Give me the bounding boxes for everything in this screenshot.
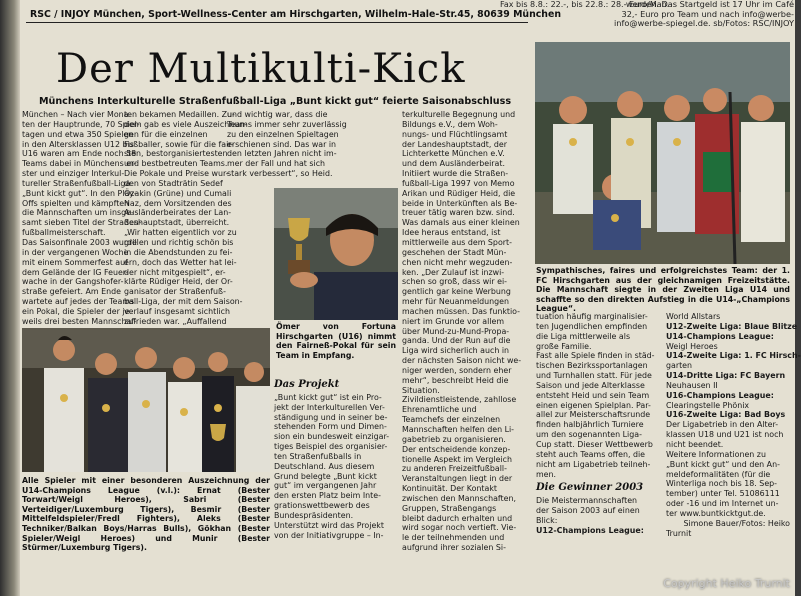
text-line: Das Saisonfinale 2003 wurde bbox=[22, 237, 137, 247]
team-photo-bottom bbox=[22, 328, 270, 472]
text-line: Weigl Heroes bbox=[666, 341, 718, 351]
text-line: niert im Grunde vor allem bbox=[402, 316, 505, 326]
text-line: Clearingstelle Phönix bbox=[666, 400, 750, 410]
text-line: U12-Zweite Liga: Blaue Blitze bbox=[666, 321, 798, 331]
text-line: ten Jugendlichen empfinden bbox=[536, 321, 648, 331]
text-line: den letzten Jahren nicht im- bbox=[227, 149, 337, 159]
team-photo-bottom-caption: Alle Spieler mit einer besonderen Auszeichnung der U14-Champions League (v.l.): Ernat (Bester Torwart/Weigl Heroes), Sabri (Bester Verteidiger/Luxemburg Tigers), Besmir (Bester Mittelfeldspieler/Fredl Fighters), Aleks (Bester Techniker/Balkan Boys/Harras Bulls), Gökhan (Bester Spieler/Weigl Heroes) und Munir (Bester Stürmer/Luxemburg Tigers). bbox=[22, 476, 270, 553]
copyright-watermark: Copyright Heiko Trurnit bbox=[663, 577, 790, 590]
text-line: klärte Rüdiger Heid, der Or- bbox=[124, 277, 233, 287]
team-photo-top bbox=[535, 42, 790, 264]
text-line: München – Nach vier Mona- bbox=[22, 110, 132, 119]
text-line: mehr“, beschreibt Heid die bbox=[402, 375, 509, 385]
text-line: zwischen den Mannschaften, bbox=[402, 493, 517, 503]
top-rule bbox=[26, 22, 528, 23]
text-line: mer der Fall und hat sich bbox=[227, 159, 326, 169]
text-line: der Landeshauptstadt, der bbox=[402, 139, 508, 149]
text-line: ern, doch das Wetter hat lei- bbox=[124, 257, 237, 267]
text-line: fußball-Liga 1997 von Memo bbox=[402, 178, 515, 188]
text-line: tischen Bezirkssportanlagen bbox=[536, 361, 648, 371]
text-line: von der Initiativgruppe – In- bbox=[274, 530, 384, 540]
paper-shadow-edge bbox=[0, 0, 20, 596]
text-line: U14-Champions League: bbox=[666, 331, 774, 341]
text-line: ten der Hauptrunde, 70 Spiel- bbox=[22, 119, 140, 129]
text-line: Offs spielten und kämpften bbox=[22, 198, 130, 208]
text-line: Was damals aus einer kleinen bbox=[402, 218, 520, 228]
text-line: gabetrieb zu organisieren. bbox=[402, 434, 506, 444]
text-line: stehenden Form und Dimen- bbox=[274, 422, 387, 432]
text-line: die Liga mittlerweile als bbox=[536, 331, 631, 341]
article-column-1 bbox=[22, 110, 142, 328]
text-line: Deutschland. Aus diesem bbox=[274, 461, 375, 471]
text-line: grationswettbewerb des bbox=[274, 501, 370, 511]
text-line: ganisator der Straßenfuß- bbox=[124, 287, 227, 297]
text-line: finden halbjährlich Turniere bbox=[536, 420, 644, 430]
text-line: klassen U18 und U21 ist noch bbox=[666, 430, 784, 440]
text-line: „Bunt kickt gut“ ist ein Pro- bbox=[274, 392, 382, 402]
text-line: samt sieben Titel der Straßen- bbox=[22, 218, 142, 228]
text-line: tureller Straßenfußball-Liga bbox=[22, 178, 131, 188]
text-line: tuation häufig marginalisier- bbox=[536, 312, 648, 321]
text-line: Bildungs e.V., dem Woh- bbox=[402, 119, 498, 129]
text-line: U14-Dritte Liga: FC Bayern bbox=[666, 371, 786, 381]
text-line: „Wir hatten eigentlich vor zu bbox=[124, 228, 237, 238]
text-line: und Turnhallen statt. Für jede bbox=[536, 371, 652, 381]
text-line: niger werden, sondern eher bbox=[402, 365, 512, 375]
text-line: deshauptstadt, überreicht. bbox=[124, 218, 230, 228]
text-line: Unterstützt wird das Projekt bbox=[274, 520, 384, 530]
text-line: terkulturelle Begegnung und bbox=[402, 110, 516, 119]
text-line: aufgrund ihrer sozialen Si- bbox=[402, 543, 506, 553]
text-line: gut“ im vergangenen Jahr bbox=[274, 481, 377, 491]
text-line: die Mannschaften um insge- bbox=[22, 208, 134, 218]
text-line: Lichterkette München e.V. bbox=[402, 149, 505, 159]
text-line: und wichtig war, dass die bbox=[227, 110, 328, 119]
text-line: U16 waren am Ende noch 58 bbox=[22, 149, 137, 159]
text-line: Grund belegte „Bunt kickt bbox=[274, 471, 377, 481]
text-line: Fast alle Spiele finden in städ- bbox=[536, 351, 655, 361]
text-line: ken. „Der Zulauf ist inzwi- bbox=[402, 267, 505, 277]
text-line: Arikan und Rüdiger Heid, die bbox=[402, 188, 516, 198]
text-line: dem gab es viele Auszeichnun- bbox=[124, 119, 248, 129]
text-line: verlauf insgesamt sichtlich bbox=[124, 306, 230, 316]
text-line: den ersten Platz beim Inte- bbox=[274, 491, 381, 501]
text-line: „Bunt kickt gut“. In den Play- bbox=[22, 188, 137, 198]
text-line: große Familie. bbox=[536, 341, 592, 351]
text-line: oder -16 und im Internet un- bbox=[666, 499, 779, 509]
trophy-photo-caption: Ömer von Fortuna Hirschgarten (U16) nimmt den Fairneß-Pokal für sein Team in Empfang. bbox=[276, 322, 396, 360]
text-line: wache in der Gangshofer- bbox=[22, 277, 124, 287]
text-line: in den Altersklassen U12 bis bbox=[22, 139, 134, 149]
team-photo-top-caption: Sympathisches, faires und erfolgreichstes Team: der 1. FC Hirschgarten aus der gleichnamigen Freizeitstätte. Die Mannschaft siegte in der Zweiten Liga U14 und schaffte so den direkten Aufstieg in die U14-„Champions League“. bbox=[536, 266, 790, 314]
text-line: der nächsten Saison nicht we- bbox=[402, 356, 522, 366]
text-line: dem Gelände der IG Feuer- bbox=[22, 267, 129, 277]
text-line: mehr für Neuanmeldungen bbox=[402, 297, 510, 307]
text-line: Der entscheidende konzep- bbox=[402, 444, 511, 454]
text-line: bleibt dadurch erhalten und bbox=[402, 513, 513, 523]
text-line: ten Straßenfußballs in bbox=[274, 451, 362, 461]
text-line: über Mund-zu-Mund-Propa- bbox=[402, 326, 510, 336]
text-line: der Saison 2003 auf einen bbox=[536, 506, 640, 516]
text-line: ganda. Und der Run auf die bbox=[402, 336, 511, 346]
text-line: gentlich gar keine Werbung bbox=[402, 287, 511, 297]
text-line: zufrieden war. „Auffallend bbox=[124, 316, 227, 326]
team-photo-top-image bbox=[535, 42, 790, 264]
article-column-5 bbox=[536, 312, 662, 552]
text-line: ein Pokal, die Spieler der je- bbox=[22, 306, 133, 316]
text-line: um den sogenannten Liga- bbox=[536, 430, 642, 440]
text-line: allel zur Meisterschaftsrunde bbox=[536, 410, 651, 420]
text-line: mittlerweile aus dem Sport- bbox=[402, 237, 512, 247]
text-line: wartete auf jedes der Teams bbox=[22, 297, 135, 307]
text-line: beide in Unterkünften als Be- bbox=[402, 198, 518, 208]
text-line: Teams immer sehr zuverlässig bbox=[227, 119, 347, 129]
text-line: grillen und richtig schön bis bbox=[124, 237, 234, 247]
text-line: Die Pokale und Preise wur- bbox=[124, 169, 229, 179]
right-top-line: werden. Das Startgeld ist 17 Uhr im Café bbox=[625, 0, 794, 9]
text-line: machen müssen. Das funktio- bbox=[402, 306, 520, 316]
team-photo-bottom-image bbox=[22, 328, 270, 472]
text-line: tiges Beispiel des organisier- bbox=[274, 442, 388, 452]
text-line: jekt der Interkulturellen Ver- bbox=[274, 402, 385, 412]
text-line: Der Ligabetrieb in den Alter- bbox=[666, 420, 779, 430]
text-line: der nicht mitgespielt“, er- bbox=[124, 267, 226, 277]
source-line: RSC / INJOY München, Sport-Wellness-Center am Hirschgarten, Wilhelm-Hale-Str.45, 80639 München bbox=[30, 9, 562, 20]
text-line: nicht beendet. bbox=[666, 439, 724, 449]
text-line: und bestbetreuten Teams. bbox=[124, 159, 228, 169]
text-line: Situation. bbox=[402, 385, 440, 395]
text-line: sion ein bundesweit einzigar- bbox=[274, 432, 390, 442]
byline: Trurnit bbox=[666, 528, 692, 538]
text-line: fußballmeisterschaft. bbox=[22, 228, 106, 238]
text-line: mit einem Sommerfest auf bbox=[22, 257, 128, 267]
text-line: Fußballer, sowie für die fair- bbox=[124, 139, 234, 149]
text-line: World Allstars bbox=[666, 312, 721, 321]
text-line: Idee heraus entstand, ist bbox=[402, 228, 501, 238]
article-column-3-bottom bbox=[274, 376, 398, 544]
text-line: tagen und etwa 350 Spielen bbox=[22, 129, 134, 139]
text-line: erschienen sind. Das war in bbox=[227, 139, 337, 149]
text-line: straße gefeiert. Am Ende bbox=[22, 287, 121, 297]
text-line: Blick: bbox=[536, 515, 558, 525]
right-top-line: 32,- Euro pro Team und nach info@werbe- bbox=[621, 8, 794, 19]
text-line: entsteht Heid und sein Team bbox=[536, 390, 650, 400]
text-line: in der vergangenen Woche bbox=[22, 247, 129, 257]
fax-line: Fax bis 8.8.: 22.-, bis 22.8.: 28.- Euro/Man. bbox=[500, 0, 670, 9]
text-line: Kontinuität. Der Kontakt bbox=[402, 484, 498, 494]
text-line: men. bbox=[536, 469, 557, 479]
text-line: zu den einzelnen Spieltagen bbox=[227, 129, 339, 139]
text-line: Ausländerbeirates der Lan- bbox=[124, 208, 232, 218]
subheadline: Münchens Interkulturelle Straßenfußball-Liga „Bunt kickt gut“ feierte Saisonabschluss bbox=[38, 96, 512, 107]
text-line: Naz, dem Vorsitzenden des bbox=[124, 198, 232, 208]
text-line: Winterliga noch bis 18. Sep- bbox=[666, 479, 778, 489]
text-line: ständigung und in seiner be- bbox=[274, 412, 388, 422]
text-line: chen nicht mehr wegzuden- bbox=[402, 257, 513, 267]
text-line: ten bekamen Medaillen. Zu- bbox=[124, 110, 235, 119]
text-line: Bundespräsidenten. bbox=[274, 510, 354, 520]
text-line: tember) unter Tel. 51086111 bbox=[666, 489, 780, 499]
text-line: meldeformalitäten (für die bbox=[666, 469, 771, 479]
text-line: steht auch Teams offen, die bbox=[536, 449, 646, 459]
text-line: le der teilnehmenden und bbox=[402, 533, 505, 543]
headline: Der Multikulti-Kick bbox=[56, 46, 466, 92]
text-line: Teams dabei in Münchens er- bbox=[22, 159, 137, 169]
text-line: nungs- und Flüchtlingsamt bbox=[402, 129, 508, 139]
text-line: U12-Champions League: bbox=[536, 525, 644, 535]
text-line: Teamchefs der einzelnen bbox=[402, 415, 501, 425]
text-line: garten bbox=[666, 361, 693, 371]
text-line: U16-Champions League: bbox=[666, 390, 774, 400]
right-top-snippet bbox=[532, 0, 794, 29]
text-line: und dem Ausländerbeirat. bbox=[402, 159, 505, 169]
text-line: in die Abendstunden zu fei- bbox=[124, 247, 233, 257]
right-top-line: info@werbe-spiegel.de. sb/Fotos: RSC/INJOY bbox=[614, 18, 794, 29]
article-column-6 bbox=[666, 312, 801, 552]
text-line: ster und einziger Interkul- bbox=[22, 169, 125, 179]
text-line: Weitere Informationen zu bbox=[666, 449, 766, 459]
trophy-photo-image bbox=[274, 188, 398, 320]
text-line: gen für die einzelnen bbox=[124, 129, 208, 139]
text-line: U16-Zweite Liga: Bad Boys bbox=[666, 410, 786, 420]
section-heading-winners: Die Gewinner 2003 bbox=[536, 482, 644, 494]
text-line: geschehen der Stadt Mün- bbox=[402, 247, 507, 257]
text-line: U14-Zweite Liga: 1. FC Hirsch- bbox=[666, 351, 801, 361]
text-line: treuer tätig waren bzw. sind. bbox=[402, 208, 515, 218]
text-line: Mannschaften helfen den Li- bbox=[402, 425, 515, 434]
text-line: Saison und jede Alterklasse bbox=[536, 380, 645, 390]
text-line: schen so groß, dass wir ei- bbox=[402, 277, 508, 287]
text-line: stark verbessert“, so Heid. bbox=[227, 169, 333, 179]
text-line: „Bunt kickt gut“ und den An- bbox=[666, 459, 780, 469]
text-line: Ehrenamtliche und bbox=[402, 405, 477, 415]
text-line: wird sogar noch vertieft. Vie- bbox=[402, 523, 517, 533]
text-line: Neuhausen II bbox=[666, 380, 718, 390]
trophy-photo bbox=[274, 188, 398, 320]
article-column-4 bbox=[402, 110, 528, 554]
text-line: ball-Liga, der mit dem Saison- bbox=[124, 297, 243, 307]
byline: Simone Bauer/Fotos: Heiko bbox=[683, 518, 790, 528]
text-line: einen eigenen Spielplan. Par- bbox=[536, 400, 651, 410]
text-line: nicht am Ligabetrieb teilneh- bbox=[536, 459, 651, 469]
text-line: Cup statt. Dieser Wettbewerb bbox=[536, 439, 653, 449]
text-line: Die Meistermannschaften bbox=[536, 496, 638, 506]
text-line: Initiiert wurde die Straßen- bbox=[402, 169, 509, 179]
article-column-3-top bbox=[227, 110, 347, 182]
text-line: Veranstaltungen liegt in der bbox=[402, 474, 513, 484]
text-line: Liga wird sicherlich auch in bbox=[402, 346, 510, 356]
text-line: tionelle Aspekt im Vergleich bbox=[402, 454, 512, 464]
text-line: ter www.buntkicktgut.de. bbox=[666, 508, 766, 518]
section-heading-project: Das Projekt bbox=[274, 379, 340, 390]
newspaper-page bbox=[20, 0, 801, 596]
text-line: weils drei besten Mannschaf- bbox=[22, 316, 137, 326]
text-line: den von Stadträtin Sedef bbox=[124, 178, 223, 188]
text-line: zu anderen Freizeitfußball- bbox=[402, 464, 507, 474]
text-line: Zivildienstleistende, zahllose bbox=[402, 395, 517, 405]
text-line: sten, bestorganisiertesten bbox=[124, 149, 228, 159]
text-line: Özakin (Grüne) und Cumali bbox=[124, 188, 232, 198]
text-line: Gruppen, Straßengangs bbox=[402, 503, 497, 513]
article-column-2 bbox=[124, 110, 248, 328]
